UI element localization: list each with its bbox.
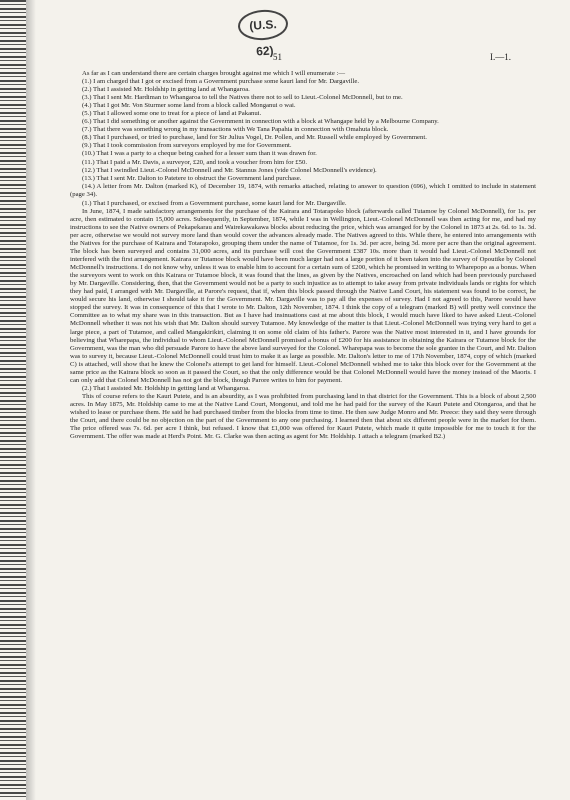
page-number: 51: [273, 52, 282, 62]
section-2-heading: (2.) That I assisted Mr. Holdship in getting land at Whangaroa.: [82, 384, 250, 392]
intro-paragraph: As far as I can understand there are certain charges brought against me which I will enumerate :—: [82, 70, 346, 77]
charges-list: [70, 78, 536, 199]
charge-item: (12.) That I swindled Lieut.-Colonel McDonnell and Mr. Stannus Jones (vide Colonel McDonnell's evidence).: [82, 166, 377, 174]
charge-item: (8.) That I purchased, or tried to purchase, land for Sir Julius Vogel, Dr. Pollen, and Mr. Russell while employed by Government.: [82, 134, 427, 142]
charge-item: (3.) That I sent Mr. Hardiman to Whangaroa to tell the Natives there not to sell to Lieut.-Colonel McDonnell, but to me.: [82, 94, 403, 102]
binding-shadow: [26, 0, 36, 800]
binding-edge: [0, 0, 26, 800]
charge-item: (10.) That I was a party to a cheque being cashed for a lesser sum than it was drawn for.: [82, 150, 317, 158]
section-1-heading: (1.) That I purchased, or excised from a Government purchase, some kauri land for Mr. Dargaville.: [82, 199, 347, 207]
charge-item: (1.) I am charged that I got or excised from a Government purchase some kauri land for Mr. Dargaville.: [82, 78, 360, 86]
charge-item: (7.) That there was something wrong in my transactions with We Tana Papahia in connection with Omahuta block.: [82, 126, 389, 134]
charge-item: (5.) That I allowed some one to treat for a piece of land at Pakanui.: [82, 110, 262, 118]
document-reference: I.—1.: [490, 52, 511, 62]
charge-item: (11.) That I paid a Mr. Davis, a surveyor, £20, and took a voucher from him for £50.: [82, 158, 308, 166]
archive-stamp: (U.S. 62): [237, 8, 289, 41]
charge-item: (2.) That I assisted Mr. Holdship in getting land at Whangaroa.: [82, 86, 250, 94]
charge-item: (13.) That I sent Mr. Dalton to Patetere to obstruct the Government land purchase.: [82, 174, 302, 182]
section-1-body: In June, 1874, I made satisfactory arrangements for the purchase of the Kairara and Totarapoko block (afterwards called Tutamoe by Colonel McDonnell), for 1s. per acre, then estimated to contain 15,000 acres. Subsequently, in September, 1874, while I was in Wellington, Lieut.-Colonel McDonnell was then acting for me, and had my instructions to see the Native owners of Pekapekarau and Wairekawakawa blocks about reducing the price, which was arranged for by the Colonel in 1873 at 2s. 6d. to 1s. 3d. per acre, otherwise we would not survey more land than would cover the advances already made. The Natives agreed to this. While there, he entered into arrangements with the Natives for the purchase of Kairara and Totarapoko, grouping them under the name of Tutamoe, for 1s. 3d. per acre, being 3d. more per acre than the original agreement. The block has been surveyed and contains 31,000 acres, and its purchase will cost the Government £387 10s. more than it would had Lieut.-Colonel McDonnell not interfered with the first arrangement. Kairara or Tutamoe block would have been much larger had not a large portion of it been taken into the survey of Opoutike by Colonel McDonnell's instructions. I do not know why, unless it was to enable him to account for a certain sum of £200, which he promised in writing to Wharepopo as a bonus. When the surveyors went to work on this Kairara or Tutamoe block, it was found that the lines, as given by the Natives, encroached on land which had been previously purchased by Mr. Dargaville. Considering, then, that the Government would not be a party to such injustice as to attempt to take away from private individuals lands or rights for which they had paid, I arranged with Mr. Dargaville, at Parore's request, that if, when this block passed through the Native Land Court, his statement was found to be correct, he would secure his land, otherwise I should take it for the Government. Mr. Dargaville was to pay all the expenses of survey. Had I not agreed to this, Parore would have stopped the survey. It was in consequence of this that I wrote to Mr. Dalton, 12th November, 1874. I think the copy of a telegram (marked B) will pretty well convince the Committee as to what my share was in this transaction. But as I have had insinuations cast at me about this block, I would much have liked to have asked Lieut.-Colonel McDonnell whether it was not his wish that Mr. Dalton should survey Tutamoe. My knowledge of the matter is that Lieut.-Colonel McDonnell was trying very hard to get a large piece, a part of Tutamoe, and called Mangakirikiri, claiming it on some old claim of his father's. Parore was the Native most interested in it, and I have grounds for believing that Wharepapa, the individual to whom Lieut.-Colonel McDonnell promised a bonus of £200 for his assistance in obtaining the Kairara or Tutamoe block for the Government, was the man who did persuade Parore to have the above land surveyed for the Colonel. Wharepapa was to become the sole grantee in the Court, and Mr. Dalton was to survey it, because Lieut.-Colonel McDonnell could trust him to make it as large as possible. Mr. Dalton's letter to me of 17th November, 1874, copy of which (marked C) is attached, will show that he knew the Colonel's attempt to get land for himself. Lieut.-Colonel McDonnell wished me to take this block over for the Government at the same price as the Kairara block so soon as it passed the Court, so that the only difference would be that Colonel McDonnell would have the money instead of the Maoris. I can only add that Colonel McDonnell has not got the block, though Parore writes to him for payment.: [70, 207, 536, 384]
document-body: [70, 70, 536, 441]
charge-item: (4.) That I got Mr. Von Sturmer some land from a block called Monganui o wai.: [82, 102, 296, 110]
charge-item: (14.) A letter from Mr. Dalton (marked K), of December 19, 1874, with remarks attached, relating to answer to question (696), which I omitted to include in statement (page 34).: [70, 182, 536, 198]
charge-item: (9.) That I took commission from surveyors employed by me for Government.: [82, 142, 292, 150]
section-2-body: This of course refers to the Kauri Putete, and is an absurdity, as I was prohibited from purchasing land in that district for the Government. This is a block of about 2,500 acres. In May 1875, Mr. Holdship came to me at the Native Land Court, Mongonui, and told me he had paid for the survey of the Kauri Putete and Otongaroa, and that he wished to lease or purchase them. He said he had purchased timber from the blocks from time to time. He then saw Judge Monro and Mr. Preece: they said they were through the Court, and there could be no objection on the part of the Government to any one purchasing. I learned then that about six different people were in the market for them. The price offered was 7s. 6d. per acre I think, but refused. I know that £1,000 was offered for Kauri Putete, which made it quite impossible for me to touch it for the Government. The offer was made at Herd's Point. Mr. G. Clarke was then acting as agent for Mr. Holdship. I attach a telegram (marked B2.): [70, 392, 536, 441]
charge-item: (6.) That I did something or another against the Government in connection with a block at Whangape held by a Melbourne Company.: [82, 118, 439, 126]
